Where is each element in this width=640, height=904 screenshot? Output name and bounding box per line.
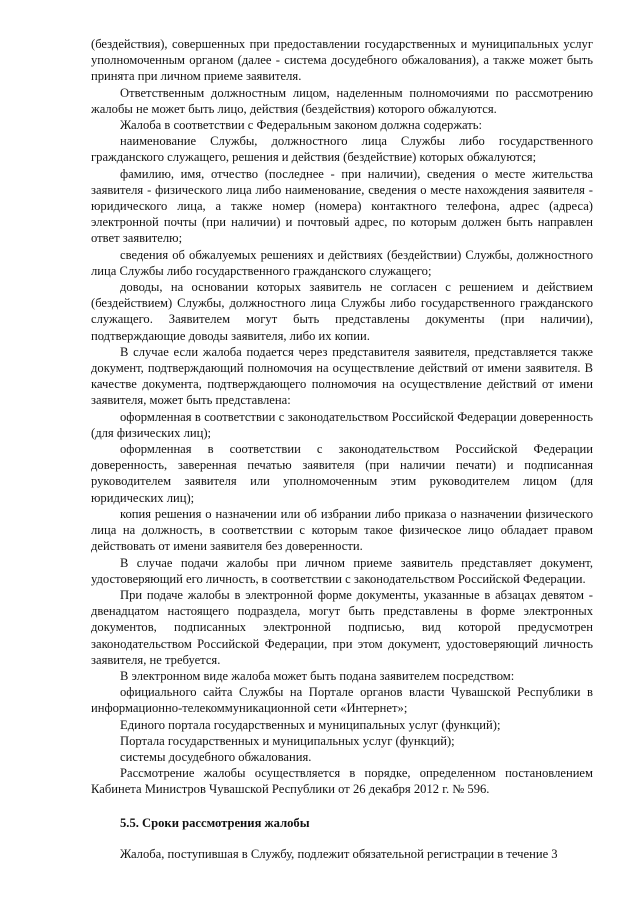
list-item-appealed-decisions: сведения об обжалуемых решениях и действиях (бездействии) Службы, должностного лица Службы либо государственного гражданского служащего;: [91, 247, 593, 278]
paragraph-electronic-form: При подаче жалобы в электронной форме документы, указанные в абзацах девятом - двенадцатом настоящего подраздела, могут быть представлены в форме электронных документов, подписанных электронной подписью, вид которой предусмотрен законодательством Российской Федерации, при этом документ, удостоверяющий личность заявителя, не требуется.: [91, 587, 593, 667]
list-item-pretrial-system: системы досудебного обжалования.: [120, 749, 312, 764]
section-heading: 5.5. Сроки рассмотрения жалобы: [120, 815, 310, 830]
list-item-service-name: наименование Службы, должностного лица Службы либо государственного гражданского служащего, решения и действия (бездействие) которых обжалуются;: [91, 134, 593, 165]
list-item-arguments: доводы, на основании которых заявитель не согласен с решением и действием (бездействием) Службы, должностного лица Службы либо государственного гражданского служащего. Заявителем могут быть представлены документы (при наличии), подтверждающие доводы заявителя, либо их копии.: [91, 280, 593, 343]
paragraph-representative: В случае если жалоба подается через представителя заявителя, представляется также документ, подтверждающий полномочия на осуществление действий от имени заявителя. В качестве документа, подтверждающего полномочия на осуществление действий от имени заявителя, может быть представлена:: [91, 344, 593, 408]
list-item-power-of-attorney-individuals: оформленная в соответствии с законодательством Российской Федерации доверенность (для физических лиц);: [91, 409, 593, 440]
list-item-unified-portal: Единого портала государственных и муниципальных услуг (функций);: [120, 717, 501, 732]
list-item-power-of-attorney-legal: оформленная в соответствии с законодательством Российской Федерации доверенность, заверенная печатью заявителя (при наличии печати) и подписанная руководителем заявителя или уполномоченным этим руководителем лицом (для юридических лиц);: [91, 442, 593, 505]
paragraph-personal-reception: В случае подачи жалобы при личном приеме заявитель представляет документ, удостоверяющий его личность, в соответствии с законодательством Российской Федерации.: [91, 555, 593, 586]
list-item-appointment-copy: копия решения о назначении или об избрании либо приказа о назначении физического лица на должность, в соответствии с которым такое физическое лицо обладает правом действовать от имени заявителя без доверенности.: [91, 506, 593, 554]
paragraph-electronic-channels: В электронном виде жалоба может быть подана заявителем посредством:: [120, 668, 515, 683]
list-item-official-site: официального сайта Службы на Портале органов власти Чувашской Республики в информационно-телекоммуникационной сети «Интернет»;: [91, 685, 593, 716]
paragraph-continuation: (бездействия), совершенных при предоставлении государственных и муниципальных услуг уполномоченным органом (далее - система досудебного обжалования), а также может быть принята при личном приеме заявителя.: [91, 37, 593, 84]
paragraph-review-procedure: Рассмотрение жалобы осуществляется в порядке, определенном постановлением Кабинета Министров Чувашской Республики от 26 декабря 2012 г. № 596.: [91, 766, 593, 797]
paragraph-registration: Жалоба, поступившая в Службу, подлежит обязательной регистрации в течение 3: [120, 846, 558, 861]
document-page: [91, 36, 593, 862]
paragraph-complaint-contents: Жалоба в соответствии с Федеральным законом должна содержать:: [120, 118, 483, 133]
list-item-portal: Портала государственных и муниципальных услуг (функций);: [120, 733, 455, 748]
paragraph-responsible-official: Ответственным должностным лицом, наделенным полномочиями по рассмотрению жалобы не может быть лицо, действия (бездействия) которого обжалуются.: [91, 85, 593, 116]
list-item-applicant-details: фамилию, имя, отчество (последнее - при наличии), сведения о месте жительства заявителя - физического лица либо наименование, сведения о месте нахождения заявителя - юридического лица, а также номер (номера) контактного телефона, адрес (адреса) электронной почты (при наличии) и почтовый адрес, по которым должен быть направлен ответ заявителю;: [91, 166, 593, 246]
